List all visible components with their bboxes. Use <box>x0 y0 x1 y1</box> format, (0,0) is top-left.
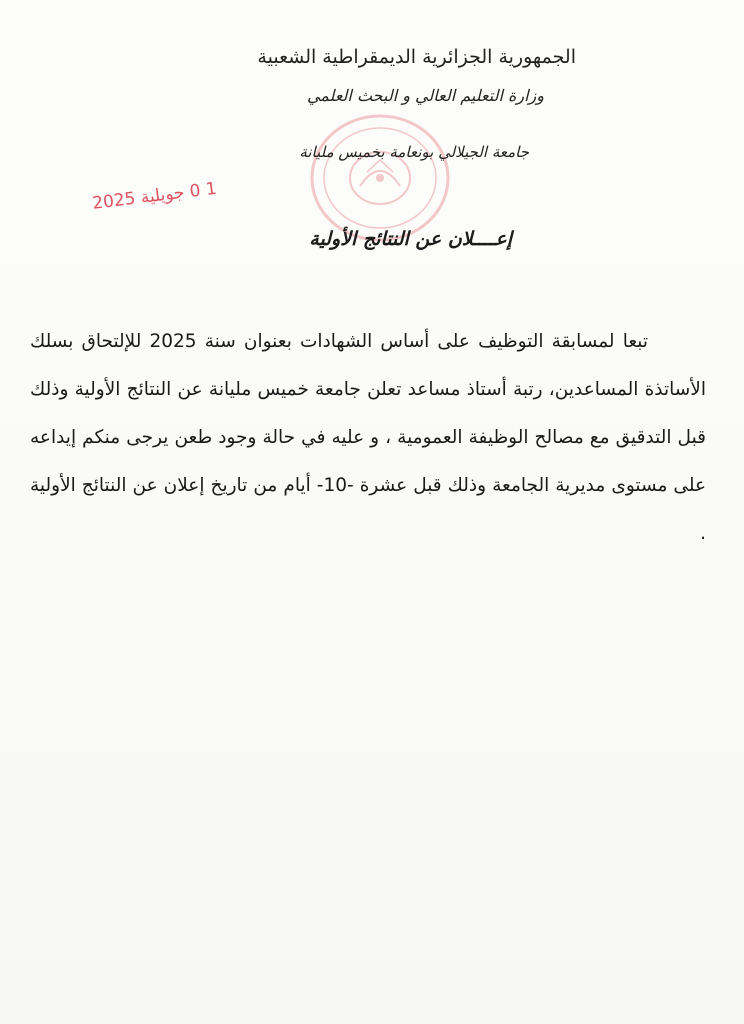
republic-header: الجمهورية الجزائرية الديمقراطية الشعبية <box>257 46 576 68</box>
announcement-title: إعــــلان عن النتائج الأولية <box>309 228 512 250</box>
announcement-body <box>30 318 706 558</box>
university-seal-icon <box>305 108 455 248</box>
date-stamp: 1 0 جويلية 2025 <box>91 178 218 214</box>
ministry-header: وزارة التعليم العالي و البحث العلمي <box>306 86 544 105</box>
announcement-paragraph: تبعا لمسابقة التوظيف على أساس الشهادات بعنوان سنة 2025 للإلتحاق بسلك الأساتذة المساعدين، رتبة أستاذ مساعد تعلن جامعة خميس مليانة عن النتائج الأولية وذلك قبل التدقيق مع مصالح الوظيفة العمومية ، و عليه في حالة وجود طعن يرجى منكم إيداعه على مستوى مديرية الجامعة وذلك قبل عشرة -10- أيام من تاريخ إعلان عن النتائج الأولية . <box>30 331 706 544</box>
university-header: جامعة الجيلالي بونعامة بخميس مليانة <box>299 143 529 161</box>
